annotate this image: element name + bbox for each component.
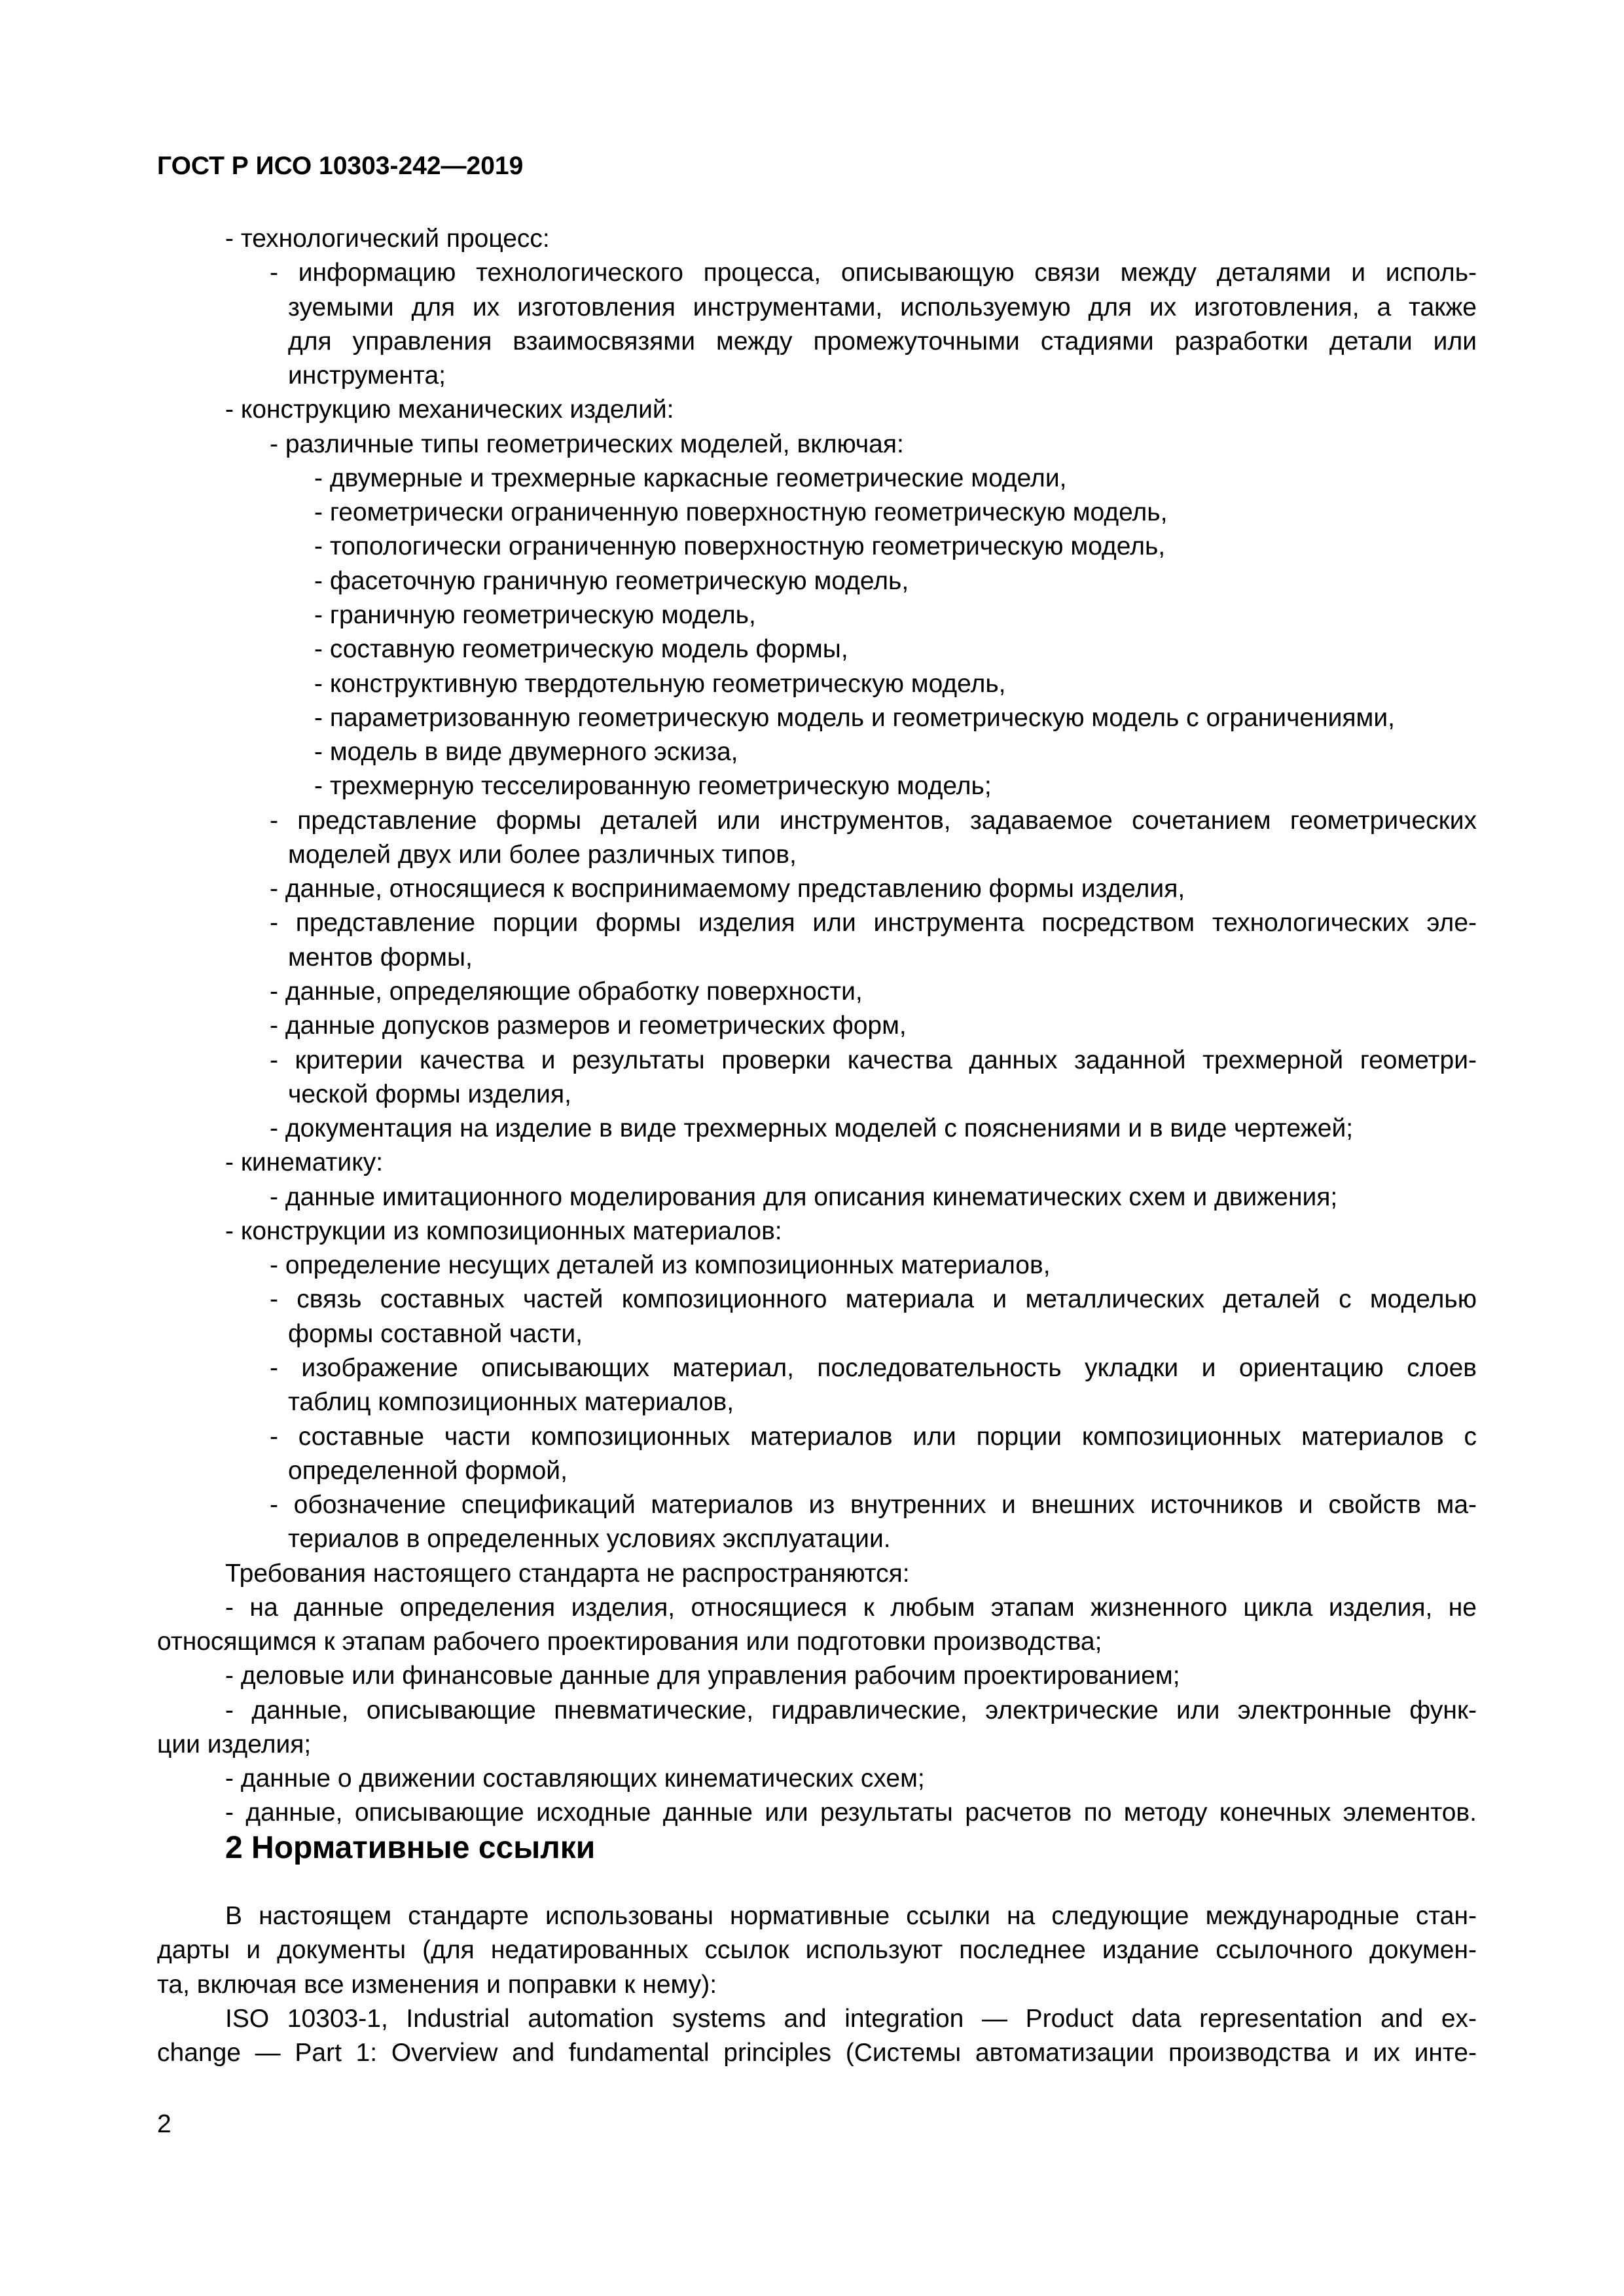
text-line: - параметризованную геометрическую модель и геометрическую модель с ограничениями,: [314, 704, 1395, 732]
text-line: - данные о движении составляющих кинематических схем;: [225, 1764, 925, 1793]
text-line: - составную геометрическую модель формы,: [314, 635, 848, 663]
text-line: - документация на изделие в виде трехмерных моделей с пояснениями и в виде чертежей;: [270, 1114, 1354, 1142]
text-line: - данные допусков размеров и геометрических форм,: [270, 1011, 907, 1040]
text-line: - представление формы деталей или инструментов, задаваемое сочетанием геометрических: [270, 807, 1477, 835]
text-line: - связь составных частей композиционного материала и металлических деталей с моделью: [270, 1285, 1477, 1313]
text-line: ISO 10303-1, Industrial automation systems and integration — Product data representation and ex-: [225, 2005, 1477, 2033]
text-line: ции изделия;: [157, 1730, 312, 1758]
text-line: - технологический процесс:: [225, 225, 550, 253]
text-line: - различные типы геометрических моделей, включая:: [270, 430, 904, 458]
text-line: - фасеточную граничную геометрическую модель,: [314, 567, 909, 595]
text-line: В настоящем стандарте использованы нормативные ссылки на следующие международные стан-: [225, 1902, 1477, 1930]
text-line: относящимся к этапам рабочего проектирования или подготовки производства;: [157, 1628, 1102, 1656]
text-line: - критерии качества и результаты проверки качества данных заданной трехмерной геометри-: [270, 1046, 1477, 1074]
text-line: Требования настоящего стандарта не распространяются:: [225, 1559, 910, 1588]
text-line: моделей двух или более различных типов,: [288, 841, 797, 869]
text-line: - деловые или финансовые данные для управления рабочим проектированием;: [225, 1662, 1180, 1690]
text-line: - данные, определяющие обработку поверхности,: [270, 977, 863, 1006]
text-line: определенной формой,: [288, 1457, 568, 1485]
text-line: дарты и документы (для недатированных ссылок используют последнее издание ссылочного докумен-: [157, 1936, 1477, 1964]
text-line: - конструкцию механических изделий:: [225, 395, 674, 424]
text-line: - данные, относящиеся к воспринимаемому представлению формы изделия,: [270, 875, 1185, 903]
page-number: 2: [157, 2110, 171, 2138]
text-line: для управления взаимосвязями между промежуточными стадиями разработки детали или: [288, 327, 1477, 355]
text-line: териалов в определенных условиях эксплуатации.: [288, 1525, 891, 1553]
text-line: - данные имитационного моделирования для описания кинематических схем и движения;: [270, 1183, 1338, 1211]
text-line: - составные части композиционных материалов или порции композиционных материалов с: [270, 1423, 1477, 1451]
text-line: - обозначение спецификаций материалов из внутренних и внешних источников и свойств ма-: [270, 1491, 1477, 1519]
text-line: ческой формы изделия,: [288, 1080, 571, 1108]
text-line: - на данные определения изделия, относящиеся к любым этапам жизненного цикла изделия, не: [225, 1594, 1477, 1622]
text-line: - конструктивную твердотельную геометрическую модель,: [314, 670, 1006, 698]
text-line: - модель в виде двумерного эскиза,: [314, 738, 738, 766]
text-line: зуемыми для их изготовления инструментами, используемую для их изготовления, а также: [288, 293, 1477, 321]
text-line: - кинематику:: [225, 1148, 384, 1176]
text-line: - трехмерную тесселированную геометрическую модель;: [314, 772, 992, 800]
text-line: - представление порции формы изделия или инструмента посредством технологических эле-: [270, 909, 1477, 937]
text-line: - информацию технологического процесса, описывающую связи между деталями и исполь-: [270, 259, 1477, 287]
text-line: таблиц композиционных материалов,: [288, 1388, 734, 1416]
text-line: та, включая все изменения и поправки к нему):: [157, 1971, 717, 1999]
text-line: - изображение описывающих материал, последовательность укладки и ориентацию слоев: [270, 1354, 1477, 1382]
text-line: change — Part 1: Overview and fundamental principles (Системы автоматизации производства и их инте-: [157, 2039, 1477, 2067]
text-line: - данные, описывающие пневматические, гидравлические, электрические или электронные функ-: [225, 1696, 1477, 1724]
document-header: ГОСТ Р ИСО 10303-242—2019: [157, 152, 524, 180]
text-line: - конструкции из композиционных материалов:: [225, 1217, 782, 1245]
text-line: - геометрически ограниченную поверхностную геометрическую модель,: [314, 498, 1168, 526]
text-line: - двумерные и трехмерные каркасные геометрические модели,: [314, 464, 1067, 492]
text-line: ментов формы,: [288, 943, 473, 972]
text-line: - граничную геометрическую модель,: [314, 601, 756, 629]
text-line: - определение несущих деталей из композиционных материалов,: [270, 1251, 1051, 1279]
text-line: инструмента;: [288, 361, 446, 390]
text-line: - данные, описывающие исходные данные или результаты расчетов по методу конечных элементов.: [225, 1798, 1477, 1827]
text-line: - топологически ограниченную поверхностную геометрическую модель,: [314, 532, 1166, 560]
section-title: 2 Нормативные ссылки: [225, 1831, 596, 1865]
text-line: формы составной части,: [288, 1320, 583, 1348]
